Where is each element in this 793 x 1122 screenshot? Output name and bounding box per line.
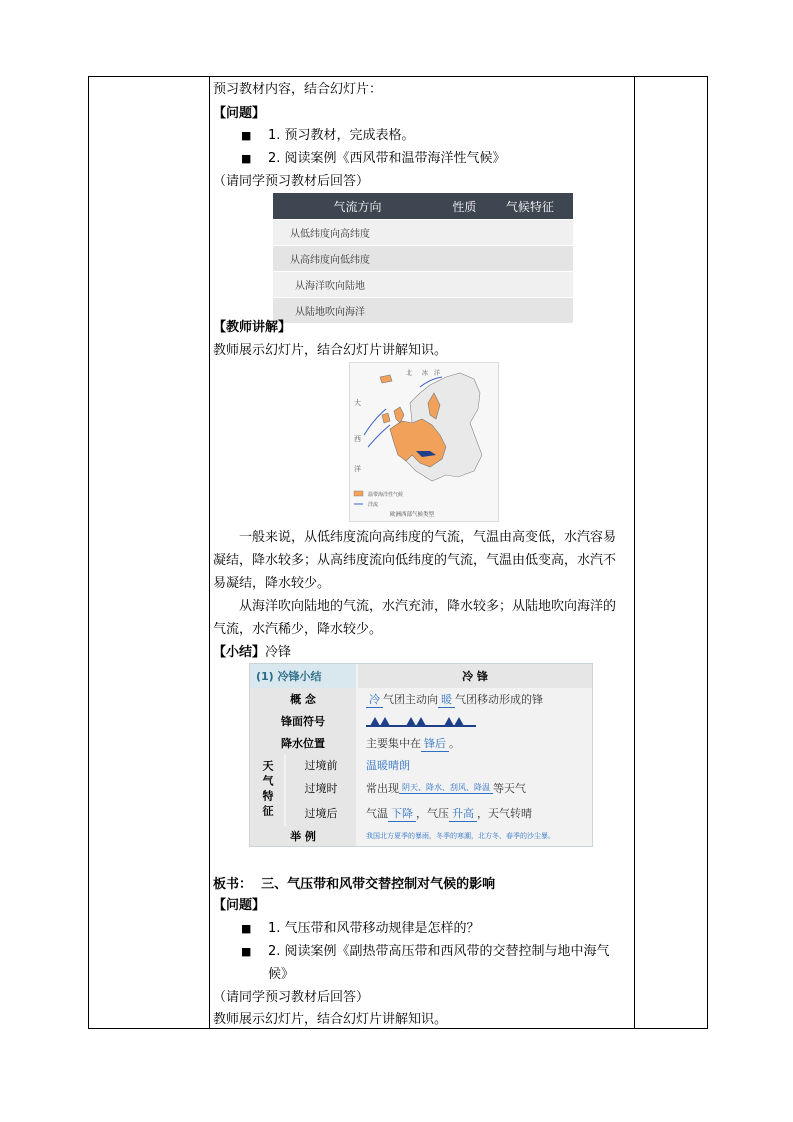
map-svg: [350, 363, 498, 521]
table-cell: 从低纬度向高纬度: [273, 220, 442, 246]
concept-fill: 冷: [366, 691, 383, 708]
paragraph-line: 易凝结，降水较少。: [213, 576, 331, 591]
after-fill: 升高: [449, 805, 477, 822]
table-row: [273, 272, 573, 298]
map-label: 西: [354, 435, 361, 443]
slide-title: (1) 冷锋小结: [250, 664, 356, 688]
during-text: 常出现: [366, 782, 399, 795]
concept-fill: 暖: [438, 691, 455, 708]
concept-value: [358, 688, 592, 710]
left-column: [89, 77, 210, 1028]
after-label: 过境后: [286, 800, 356, 826]
during-label: 过境时: [286, 776, 356, 800]
table-row: [273, 246, 573, 272]
before-value: [358, 754, 592, 776]
during-value: [358, 776, 592, 800]
symbol-label: 锋面符号: [250, 710, 356, 732]
table-header: 气候特征: [487, 193, 573, 220]
teacher-text-2: 教师展示幻灯片，结合幻灯片讲解知识。: [213, 1012, 448, 1027]
map-label: 洋: [434, 370, 441, 377]
legend-climate: 温带海洋性气候: [368, 492, 404, 498]
before-fill: 温暖晴朗: [366, 759, 410, 772]
preview-note: （请同学预习教材后回答）: [213, 174, 370, 189]
during-text: 等天气: [493, 782, 526, 795]
question-2-2-cont: 候》: [268, 967, 295, 982]
paragraph-line: 凝结，降水较多；从高纬度流向低纬度的气流，气温由低变高，水汽不: [213, 553, 617, 568]
table-header: 性质: [442, 193, 487, 220]
summary-topic: 冷锋: [265, 645, 292, 660]
rain-text: 主要集中在: [366, 737, 421, 750]
board-label: 板书：: [213, 877, 253, 892]
question-heading: 【问题】: [213, 106, 266, 121]
map-caption: 欧洲西部气候类型: [390, 512, 435, 518]
after-text: ，天气转晴: [477, 807, 532, 820]
concept-text: 气团主动向: [383, 693, 438, 706]
bullet-icon: ■: [241, 945, 252, 958]
teacher-heading: 【教师讲解】: [213, 320, 292, 335]
table-cell: 从高纬度向低纬度: [273, 246, 442, 272]
before-label: 过境前: [286, 754, 356, 776]
preview-note-2: （请同学预习教材后回答）: [213, 990, 370, 1005]
board-text: 三、气压带和风带交替控制对气候的影响: [261, 877, 496, 892]
map-label: 北: [406, 370, 413, 377]
right-column: [634, 77, 707, 1028]
cold-front-summary-slide: [249, 663, 593, 847]
paragraph-line: 一般来说，从低纬度流向高纬度的气流，气温由高变低，水汽容易: [239, 530, 617, 545]
map-label: 大: [354, 399, 361, 407]
after-fill: 下降: [388, 805, 416, 822]
question-2-2: 2. 阅读案例《副热带高压带和西风带的交替控制与地中海气: [268, 944, 610, 959]
map-label: 洋: [354, 465, 361, 473]
intro-text: 预习教材内容，结合幻灯片：: [213, 82, 383, 97]
after-value: [358, 800, 592, 826]
table-header: 气流方向: [273, 193, 442, 220]
concept-text: 气团移动形成的锋: [455, 693, 543, 706]
question-2: 2. 阅读案例《西风带和温带海洋性气候》: [268, 151, 506, 166]
after-text: 气温: [366, 807, 388, 820]
europe-climate-map: [349, 362, 499, 522]
map-label: 冰: [422, 370, 429, 377]
board-line: [213, 876, 495, 894]
question-2-1: 1. 气压带和风带移动规律是怎样的？: [268, 921, 480, 936]
question-heading-2: 【问题】: [213, 898, 266, 913]
during-fill: 阴天、降水、刮风、降温: [399, 782, 493, 794]
paragraph-line: 气流，水汽稀少，降水较少。: [213, 622, 383, 637]
weather-label: 天气特征: [250, 754, 284, 826]
bullet-icon: ■: [241, 129, 252, 142]
front-symbol: [358, 710, 592, 732]
example-value: 我国北方夏季的暴雨，冬季的寒潮，北方冬、春季的沙尘暴。: [366, 832, 555, 840]
table-cell: 从海洋吹向陆地: [273, 272, 442, 298]
airflow-table: [273, 193, 573, 323]
rain-label: 降水位置: [250, 732, 356, 754]
rain-text: 。: [449, 737, 460, 750]
after-text: ，气压: [416, 807, 449, 820]
bullet-icon: ■: [241, 152, 252, 165]
question-1: 1. 预习教材，完成表格。: [268, 128, 415, 143]
example-label: 举 例: [250, 826, 356, 846]
legend-swatch: [354, 491, 363, 496]
concept-label: 概 念: [250, 688, 356, 710]
rain-value: [358, 732, 592, 754]
paragraph-line: 从海洋吹向陆地的气流，水汽充沛，降水较多；从陆地吹向海洋的: [239, 599, 617, 614]
teacher-text: 教师展示幻灯片，结合幻灯片讲解知识。: [213, 343, 448, 358]
table-row: [273, 220, 573, 246]
summary-line: [213, 644, 291, 662]
rain-fill: 锋后: [421, 735, 449, 752]
slide-col-header: 冷 锋: [358, 664, 592, 688]
summary-heading: 【小结】: [213, 645, 266, 660]
cold-front-symbol-icon: [366, 714, 476, 728]
bullet-icon: ■: [241, 922, 252, 935]
table-cell: 从陆地吹向海洋: [273, 298, 442, 324]
table-row: [273, 298, 573, 324]
lesson-table: [88, 76, 708, 1029]
legend-current: 洋流: [368, 502, 379, 508]
